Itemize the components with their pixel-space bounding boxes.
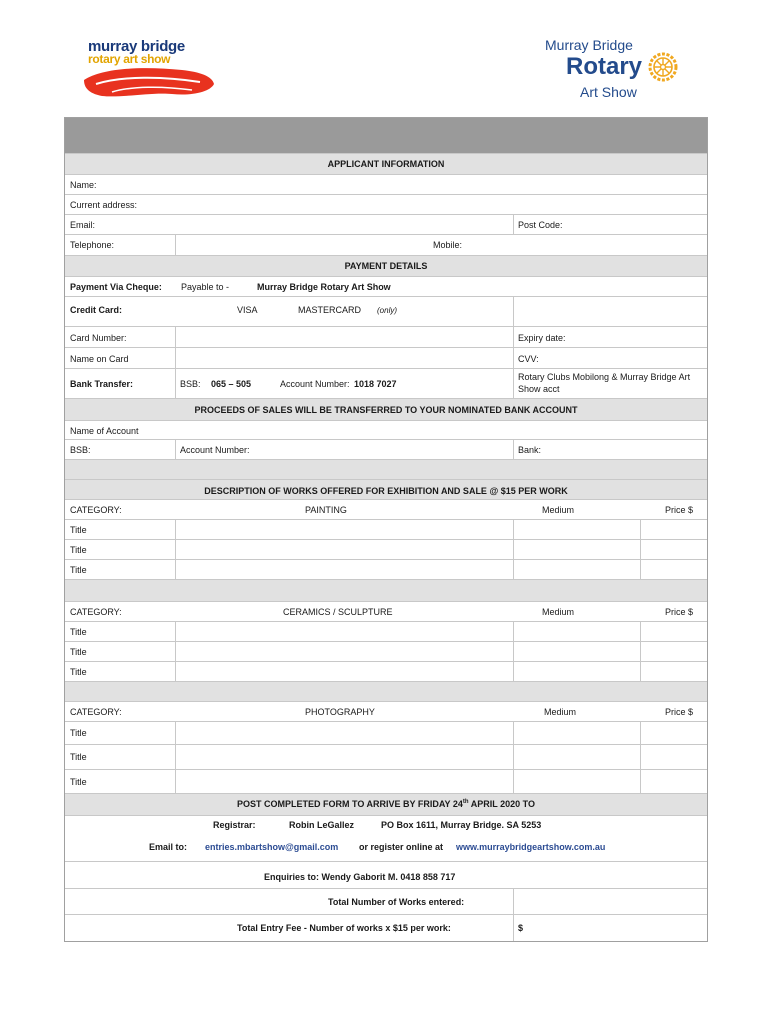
logo-right-line1: Murray Bridge (545, 37, 633, 53)
section-works-description (65, 480, 707, 500)
work-row[interactable] (65, 520, 707, 540)
total-works-label: Total Number of Works entered: (328, 897, 465, 907)
price-header: Price $ (665, 607, 694, 617)
account-number-label: Account Number: (180, 445, 250, 455)
post-heading: POST COMPLETED FORM TO ARRIVE BY FRIDAY 24th APRIL 2020 TO (237, 799, 535, 809)
enquiries-row (65, 862, 707, 889)
work-row[interactable] (65, 722, 707, 745)
bank-label: Bank: (518, 445, 542, 455)
address-label: Current address: (70, 200, 138, 210)
expiry-label: Expiry date: (518, 333, 566, 343)
medium-header: Medium (542, 505, 575, 515)
title-label: Title (70, 752, 87, 762)
spacer-row (65, 580, 707, 602)
registrar-label: Registrar: (213, 820, 256, 830)
title-label: Title (70, 667, 87, 677)
credit-card-row (65, 297, 707, 327)
form-header-bar (65, 118, 707, 154)
category-name: CERAMICS / SCULPTURE (283, 607, 393, 617)
title-label: Title (70, 545, 87, 555)
name-on-card-row[interactable] (65, 348, 707, 369)
total-fee-row[interactable] (65, 915, 707, 942)
title-label: Title (70, 777, 87, 787)
section-heading: PAYMENT DETAILS (344, 261, 428, 271)
title-label: Title (70, 647, 87, 657)
bank-transfer-row (65, 369, 707, 399)
card-number-row[interactable] (65, 327, 707, 348)
work-row[interactable] (65, 540, 707, 560)
work-row[interactable] (65, 560, 707, 580)
brush-stroke-graphic (82, 62, 216, 102)
address-field[interactable] (65, 195, 707, 215)
payee-name: Murray Bridge Rotary Art Show (257, 282, 391, 292)
category-ceramics-header (65, 602, 707, 622)
bsb-label: BSB: (180, 379, 201, 389)
category-name: PHOTOGRAPHY (305, 707, 375, 717)
payable-to-label: Payable to - (181, 282, 230, 292)
logo-left-line1: murray bridge (88, 38, 185, 55)
logo-right-line3: Art Show (580, 84, 637, 100)
bank-transfer-label: Bank Transfer: (70, 379, 134, 389)
price-header: Price $ (665, 505, 694, 515)
mastercard-option[interactable]: MASTERCARD (298, 305, 362, 315)
title-label: Title (70, 565, 87, 575)
category-name: PAINTING (305, 505, 347, 515)
email-link[interactable]: entries.mbartshow@gmail.com (205, 842, 339, 852)
bsb-value: 065 – 505 (211, 379, 252, 389)
account-number-label: Account Number: (280, 379, 350, 389)
account-number-value: 1018 7027 (354, 379, 397, 389)
title-label: Title (70, 728, 87, 738)
title-label: Title (70, 627, 87, 637)
total-works-row[interactable] (65, 889, 707, 915)
spacer-row (65, 460, 707, 480)
logo-right-line2: Rotary (566, 53, 643, 80)
email-postcode-row[interactable] (65, 215, 707, 235)
logo-left-line2: rotary art show (88, 52, 171, 66)
entry-form (64, 117, 708, 942)
cvv-label: CVV: (518, 354, 539, 364)
murray-bridge-art-show-logo (80, 36, 220, 106)
category-photography-header (65, 702, 707, 722)
section-heading: PROCEEDS OF SALES WILL BE TRANSFERRED TO YOUR NOMINATED BANK ACCOUNT (194, 405, 578, 415)
cheque-label: Payment Via Cheque: (70, 282, 162, 292)
price-header: Price $ (665, 707, 694, 717)
telephone-label: Telephone: (70, 240, 115, 250)
category-label: CATEGORY: (70, 505, 122, 515)
mobile-label: Mobile: (433, 240, 463, 250)
or-online-text: or register online at (359, 842, 444, 852)
bank-details-row[interactable] (65, 440, 707, 460)
name-label: Name: (70, 180, 97, 190)
name-on-card-label: Name on Card (70, 354, 129, 364)
postcode-label: Post Code: (518, 220, 563, 230)
category-label: CATEGORY: (70, 707, 122, 717)
work-row[interactable] (65, 770, 707, 794)
name-field[interactable] (65, 175, 707, 195)
work-row[interactable] (65, 622, 707, 642)
category-painting-header (65, 500, 707, 520)
bsb-label: BSB: (70, 445, 91, 455)
website-link[interactable]: www.murraybridgeartshow.com.au (456, 842, 606, 852)
account-name-label: Name of Account (70, 426, 139, 436)
work-row[interactable] (65, 745, 707, 770)
account-name-line2: Show acct (518, 384, 560, 394)
cheque-row (65, 277, 707, 297)
card-number-label: Card Number: (70, 333, 127, 343)
medium-header: Medium (542, 607, 575, 617)
rotary-wheel-icon (648, 52, 678, 82)
section-heading: DESCRIPTION OF WORKS OFFERED FOR EXHIBITION AND SALE @ $15 PER WORK (204, 486, 568, 496)
title-label: Title (70, 525, 87, 535)
rotary-art-show-logo (540, 36, 710, 106)
total-fee-label: Total Entry Fee - Number of works x $15 per work: (237, 923, 451, 933)
category-label: CATEGORY: (70, 607, 122, 617)
telephone-mobile-row[interactable] (65, 235, 707, 256)
work-row[interactable] (65, 642, 707, 662)
email-label: Email: (70, 220, 96, 230)
work-row[interactable] (65, 662, 707, 682)
spacer-row (65, 682, 707, 702)
section-proceeds (65, 399, 707, 421)
enquiries-text: Enquiries to: Wendy Gaborit M. 0418 858 717 (264, 872, 456, 882)
section-applicant-information (65, 154, 707, 175)
only-note: (only) (377, 306, 398, 315)
account-name-line1: Rotary Clubs Mobilong & Murray Bridge Art (518, 372, 691, 382)
post-heading-row (65, 794, 707, 816)
registrar-name: Robin LeGallez (289, 820, 355, 830)
email-to-label: Email to: (149, 842, 188, 852)
visa-option[interactable]: VISA (237, 305, 258, 315)
credit-card-label: Credit Card: (70, 305, 123, 315)
postal-address: PO Box 1611, Murray Bridge. SA 5253 (381, 820, 542, 830)
medium-header: Medium (544, 707, 577, 717)
account-name-field[interactable] (65, 421, 707, 440)
post-details (65, 816, 707, 862)
dollar-sign: $ (518, 923, 524, 933)
section-heading: APPLICANT INFORMATION (327, 159, 445, 169)
section-payment-details (65, 256, 707, 277)
